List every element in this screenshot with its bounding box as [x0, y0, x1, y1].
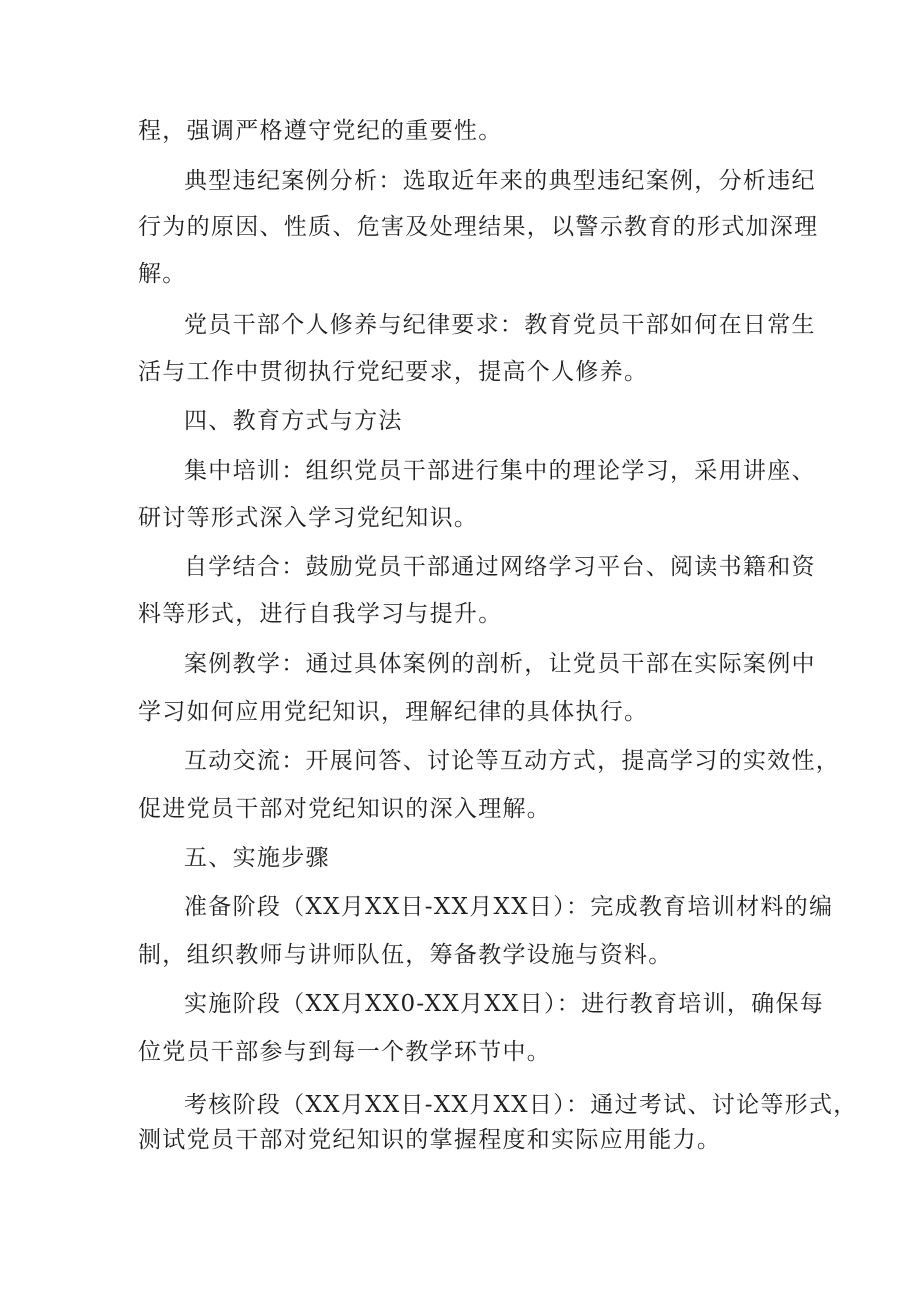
text-line: 行为的原因、性质、危害及处理结果，以警示教育的形式加深理 [138, 214, 819, 240]
text-line: 程，强调严格遵守党纪的重要性。 [138, 118, 503, 144]
text-line: 测试党员干部对党纪知识的掌握程度和实际应用能力。 [138, 1127, 722, 1153]
text-line: 促进党员干部对党纪知识的深入理解。 [138, 796, 552, 822]
text-line: 党员干部个人修养与纪律要求：教育党员干部如何在日常生 [184, 312, 816, 338]
section-heading: 四、教育方式与方法 [184, 408, 403, 434]
text-line: 准备阶段（XX月XX日-XX月XX日）：完成教育培训材料的编 [184, 894, 834, 920]
section-heading: 五、实施步骤 [184, 845, 330, 871]
text-line: 自学结合：鼓励党员干部通过网络学习平台、阅读书籍和资 [184, 554, 816, 580]
text-line: 案例教学：通过具体案例的剖析，让党员干部在实际案例中 [184, 651, 816, 677]
text-line: 集中培训：组织党员干部进行集中的理论学习，采用讲座、 [184, 458, 816, 484]
text-line: 料等形式，进行自我学习与提升。 [138, 601, 503, 627]
text-line: 考核阶段（XX月XX日-XX月XX日）：通过考试、讨论等形式， [184, 1092, 858, 1118]
text-line: 典型违纪案例分析：选取近年来的典型违纪案例，分析违纪 [184, 168, 816, 194]
text-line: 研讨等形式深入学习党纪知识。 [138, 505, 479, 531]
text-line: 互动交流：开展问答、讨论等互动方式，提高学习的实效性， [184, 748, 841, 774]
text-line: 活与工作中贯彻执行党纪要求，提高个人修养。 [138, 359, 649, 385]
text-line: 解。 [138, 261, 187, 287]
text-line: 位党员干部参与到每一个教学环节中。 [138, 1039, 552, 1065]
text-line: 实施阶段（XX月XX0-XX月XX日）：进行教育培训，确保每 [184, 991, 825, 1017]
text-line: 学习如何应用党纪知识，理解纪律的具体执行。 [138, 699, 649, 725]
text-line: 制，组织教师与讲师队伍，筹备教学设施与资料。 [138, 942, 673, 968]
